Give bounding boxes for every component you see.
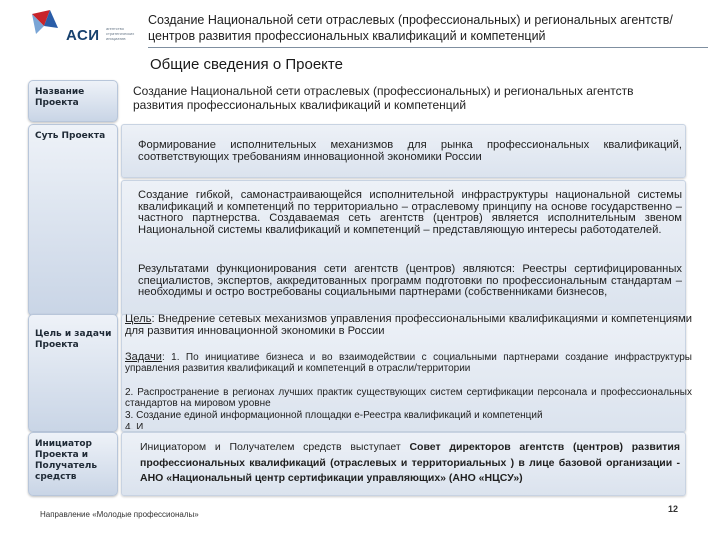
label-box-name: [28, 80, 118, 122]
goal-label: Цель: [125, 313, 152, 325]
task-4-partial: 4. И: [125, 422, 144, 429]
label-initiator: Инициатор Проекта и Получатель средств: [35, 439, 98, 482]
initiator-text: [140, 440, 680, 487]
label-essence: Суть Проекта: [35, 131, 106, 141]
essence-paragraph-2: Создание гибкой, самонастраивающейся исполнительной инфраструктуры национальной системы квалификаций и компетенций по территориально – отраслевому принципу на основе государственно –частного партнерства. Создаваемая сеть агентств (центров) является исполнительным звеном Национальной системы квалификаций и компетенций – представляющую интересы работодателей.: [138, 189, 682, 236]
essence-paragraph-1: Формирование исполнительных механизмов для рынка профессиональных квалификаций, соответствующих требованиям инновационной экономики России: [138, 139, 682, 163]
goal-text: : Внедрение сетевых механизмов управления профессиональными квалификациями и компетенциями для развития инновационной экономики в России: [125, 313, 692, 337]
page-title: Общие сведения о Проекте: [150, 56, 343, 73]
tasks-label: Задачи: [125, 351, 162, 363]
label-box-goals: [28, 314, 118, 432]
label-box-essence: [28, 124, 118, 316]
logo-text: АСИ: [66, 27, 100, 44]
footer-text: Направление «Молодые профессионалы»: [40, 510, 199, 519]
essence-paragraph-3: Результатами функционирования сети агентств (центров) являются: Реестры сертифицированных специалистов, экспертов, аккредитованных программ подготовки по профессиональным стандартам – необходимы и остро востребованы социальными партнерами (собственниками бизнесов,: [138, 264, 682, 299]
initiator-text-plain: Инициатором и Получателем средств выступает: [140, 441, 410, 453]
label-goals: Цель и задачи Проекта: [35, 329, 112, 350]
task-2: 2. Распространение в регионах лучших практик существующих систем сертификации персонала и профессиональных стандартов на мировом уровне: [125, 387, 692, 409]
page-number: 12: [667, 504, 678, 514]
header-divider: [148, 47, 708, 48]
project-name-text: Создание Национальной сети отраслевых (профессиональных) и региональных агентств развития профессиональных квалификаций и компетенций: [133, 84, 634, 112]
logo-subtext: агентство стратегических инициатив: [106, 26, 135, 41]
initiator-text-bold: Совет директоров агентств (центров) развития профессиональных квалификаций (отраслевых и территориальных ) в лице базовой организации - АНО «Национальный центр сертификации управляющих» (АНО «НЦСУ»): [140, 441, 680, 484]
label-box-initiator: [28, 432, 118, 496]
task-3: 3. Создание единой информационной площадки е-Реестра квалификаций и компетенций: [125, 410, 543, 421]
task-1-text: : 1. По инициативе бизнеса и во взаимодействии с социальными партнерами создание инфраструктуры управления развития квалификаций и компетенций в отрасли/территории: [125, 352, 692, 374]
header-title: Создание Национальной сети отраслевых (профессиональных) и региональных агентств/центров развития профессиональных квалификаций и компетенций: [148, 13, 673, 43]
goal-line: [125, 314, 692, 337]
task-1: [125, 352, 692, 374]
label-name: Название Проекта: [35, 87, 85, 108]
